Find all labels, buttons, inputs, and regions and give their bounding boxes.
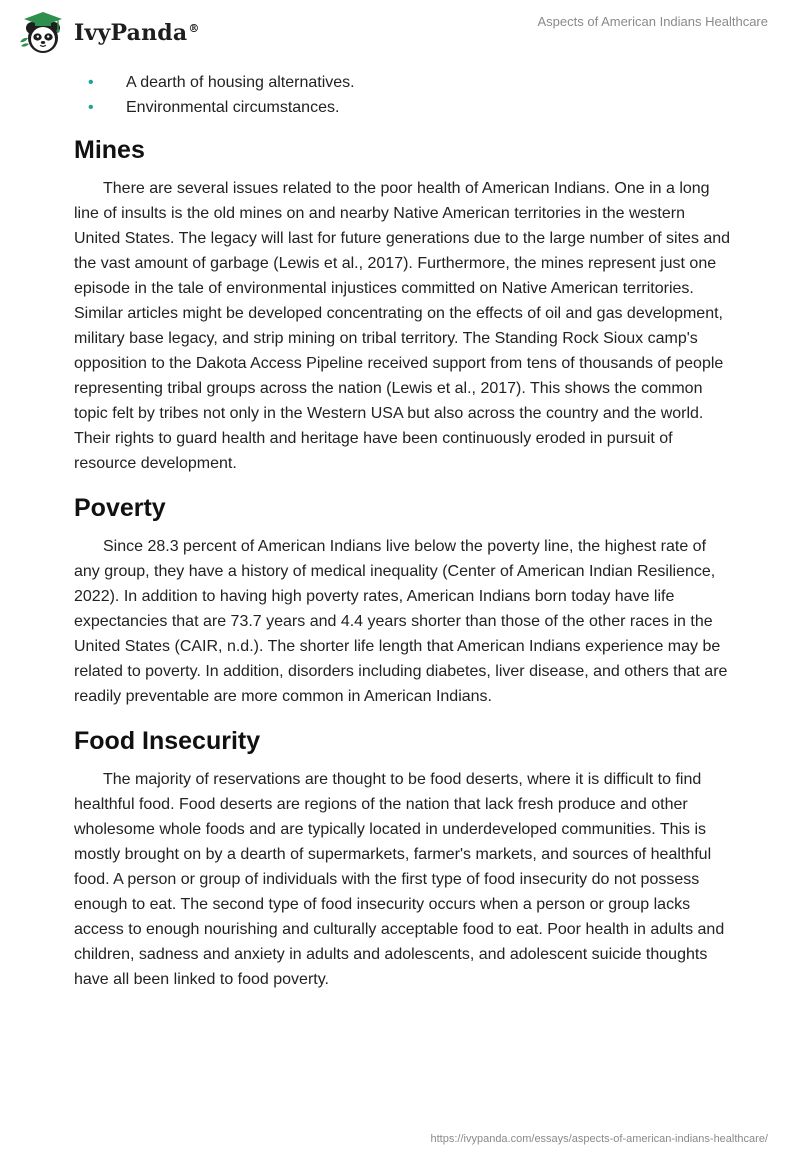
section-paragraph-poverty: Since 28.3 percent of American Indians live below the poverty line, the highest rate of any group, they have a history of medical inequality (Center of American Indian Resilience, 2022). In addition to having high poverty rates, American Indians born today have life expectancies that are 73.7 years and 4.4 years shorter than those of the other races in the United States (CAIR, n.d.). The shorter life length that American Indians experience may be related to poverty. In addition, disorders including diabetes, liver disease, and others that are readily preventable are more common in American Indians. <box>74 538 728 705</box>
logo-wordmark <box>74 20 200 46</box>
page-header <box>0 0 800 64</box>
section-heading-food-insecurity: Food Insecurity <box>74 727 261 755</box>
list-item <box>74 70 734 95</box>
bullet-list <box>74 70 734 120</box>
section-heading-mines: Mines <box>74 136 145 164</box>
bullet-dot-icon: • <box>88 99 94 116</box>
logo-wordmark-text: IvyPanda <box>74 20 188 46</box>
source-url-link[interactable]: https://ivypanda.com/essays/aspects-of-american-indians-healthcare/ <box>430 1133 768 1145</box>
essay-content <box>74 70 734 992</box>
section-paragraph-mines: There are several issues related to the poor health of American Indians. One in a long line of insults is the old mines on and nearby Native American territories in the western United States. The legacy will last for future generations due to the large number of sites and the vast amount of garbage (Lewis et al., 2017). Furthermore, the mines represent just one episode in the tale of environmental injustices committed on Native American territories. Similar articles might be developed concentrating on the effects of oil and gas development, military base legacy, and strip mining on tribal territory. The Standing Rock Sioux camp's opposition to the Dakota Access Pipeline received support from tens of thousands of people representing tribal groups across the nation (Lewis et al., 2017). This shows the common topic felt by tribes not only in the Western USA but also across the country and the world. Their rights to guard health and heritage have been continuously eroded in pursuit of resource development. <box>74 180 731 472</box>
list-item-text: Environmental circumstances. <box>126 99 340 116</box>
document-title: Aspects of American Indians Healthcare <box>537 14 768 29</box>
list-item <box>74 95 734 120</box>
list-item-text: A dearth of housing alternatives. <box>126 74 355 91</box>
section-paragraph-food-insecurity: The majority of reservations are thought to be food deserts, where it is difficult to find healthful food. Food deserts are regions of the nation that lack fresh produce and other wholesome whole foods and are typically located in underdeveloped communities. This is mostly brought on by a dearth of supermarkets, farmer's markets, and sources of healthful food. A person or group of individuals with the first type of food insecurity do not possess enough to eat. The second type of food insecurity occurs when a person or group lacks access to enough nourishing and culturally acceptable food to eat. Poor health in adults and children, sadness and anxiety in adults and adolescents, and adolescent suicide thoughts have all been linked to food poverty. <box>74 771 725 988</box>
panda-graduate-icon <box>14 8 70 56</box>
registered-mark: ® <box>188 21 200 35</box>
ivypanda-logo[interactable] <box>14 8 200 56</box>
bullet-dot-icon: • <box>88 74 94 91</box>
section-heading-poverty: Poverty <box>74 494 166 522</box>
